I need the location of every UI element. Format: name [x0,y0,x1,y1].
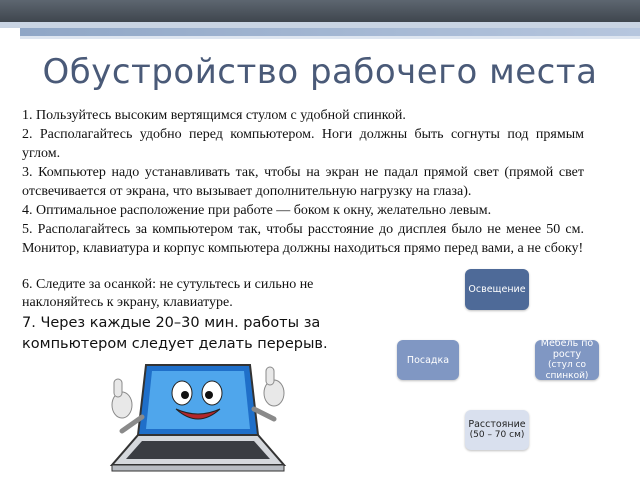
guideline-item-4: 4. Оптимальное расположение при работе — боком к окну, желательно левым. [22,203,492,218]
furniture-sublabel: (стул со спинкой) [545,360,589,381]
diagram-node-lighting [465,269,529,310]
lighting-label: Освещение [468,284,526,295]
guideline-item-5: 5. Располагайтесь за компьютером так, чтобы расстояние до дисплея было не менее 50 см. Монитор, клавиатура и корпус компьютера должны находиться прямо перед вами, а не сбоку! [22,222,584,256]
guideline-item-2: 2. Располагайтесь удобно перед компьютером. Ноги должны быть согнуты под прямым углом. [22,127,584,161]
slide-title: Обустройство рабочего места [42,52,598,92]
diagram-node-furniture [535,340,599,380]
posture-label: Посадка [406,354,450,366]
guideline-item-7: 7. Через каждые 20–30 мин. работы за компьютером следует делать перерыв. [22,315,328,352]
guideline-item-1: 1. Пользуйтесь высоким вертящимся стулом с удобной спинкой. [22,108,406,123]
furniture-label: Мебель по росту [540,338,594,360]
header-accent [20,28,640,36]
guidelines-list [22,106,584,258]
guideline-item-6: 6. Следите за осанкой: не сутультесь и сильно не наклоняйтесь к экрану, клавиатуре. [22,277,314,310]
header-bar [0,0,640,22]
distance-label: Расстояние [468,419,526,430]
distance-sublabel: (50 – 70 см) [469,430,525,440]
header-accent-thin [20,36,640,39]
diagram-node-distance [465,410,529,450]
thumbs-up-icon [112,379,132,418]
thumbs-up-icon [264,367,284,406]
diagram-node-posture [397,340,459,380]
laptop-mascot-icon [108,357,288,477]
guideline-item-3: 3. Компьютер надо устанавливать так, чтобы на экран не падал прямой свет (прямой свет отсвечивается от экрана, что вызывает дополнительную нагрузку на глаза). [22,165,584,199]
